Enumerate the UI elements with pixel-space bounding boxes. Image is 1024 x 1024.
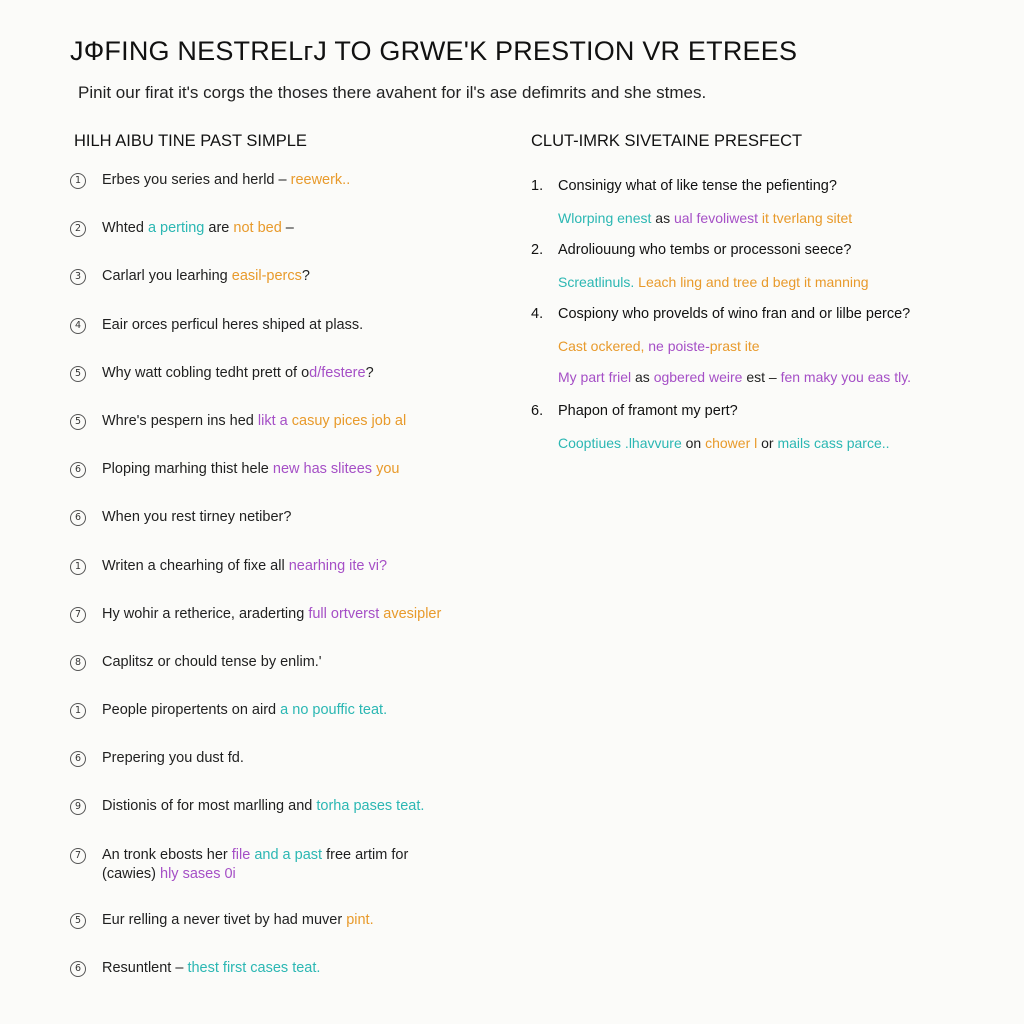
exercise-sentence — [102, 363, 374, 383]
item-number-marker: 5 — [70, 366, 86, 382]
exercise-sentence — [102, 218, 294, 238]
text-segment: as — [651, 210, 674, 226]
exercise-sentence — [102, 958, 320, 978]
highlighted-phrase: reewerk.. — [290, 172, 351, 188]
exercise-sentence — [102, 315, 363, 335]
highlighted-phrase: likt a — [257, 412, 288, 429]
exercise-item — [70, 218, 510, 266]
exercise-item — [70, 507, 510, 555]
highlighted-phrase: Cooptiues .lhavvure — [558, 435, 682, 451]
exercise-sentence — [102, 652, 322, 672]
text-segment: People piropertents on aird — [102, 702, 281, 719]
item-number-marker: 1 — [70, 559, 86, 575]
exercise-item — [70, 266, 510, 314]
highlighted-phrase: Leach ling and tree d begt it manning — [634, 274, 869, 290]
text-segment: Writen a chearhing of fixe all — [102, 557, 289, 574]
highlighted-phrase: avesipler — [383, 605, 442, 622]
exercise-item — [70, 411, 510, 459]
text-segment: ? — [365, 364, 374, 381]
highlighted-phrase: thest first cases teat. — [187, 959, 321, 976]
highlighted-phrase: d/festere — [309, 364, 366, 381]
text-segment: or — [757, 435, 778, 451]
question-text: Phapon of framont my pert? — [558, 403, 738, 419]
item-number-marker: 5 — [70, 414, 86, 430]
item-number-marker: 5 — [70, 913, 86, 929]
text-segment: Ploping marhing thist hele — [102, 461, 273, 478]
present-perfect-exercise-list — [531, 176, 1001, 453]
answer-line — [558, 336, 1001, 356]
highlighted-phrase: Screatlinuls. — [558, 274, 635, 290]
answer-line — [558, 272, 1001, 292]
highlighted-phrase: and a — [250, 846, 295, 863]
highlighted-phrase: mails cass parce.. — [777, 435, 890, 451]
highlighted-phrase: past — [294, 846, 323, 863]
text-segment: ? — [301, 268, 310, 285]
left-section-heading: HILH AIBU TINE PAST SIMPLE — [74, 132, 307, 150]
text-segment: Why watt cobling tedht prett of o — [102, 364, 310, 381]
highlighted-phrase: My part friel — [558, 369, 632, 385]
item-number-marker: 9 — [70, 799, 86, 815]
exercise-sentence — [102, 507, 291, 527]
highlighted-phrase: pint. — [346, 911, 374, 928]
highlighted-phrase: torha pases teat. — [316, 798, 425, 815]
text-segment: as — [631, 369, 654, 385]
highlighted-phrase: ogbered weire — [653, 369, 743, 385]
question-number: 4. — [531, 306, 544, 322]
exercise-item — [70, 700, 510, 748]
highlighted-phrase: Wlorping enest — [558, 210, 652, 226]
text-segment: – — [281, 220, 294, 237]
item-number-marker: 6 — [70, 510, 86, 526]
highlighted-phrase: not bed — [233, 220, 282, 237]
question-line — [531, 304, 1001, 324]
highlighted-phrase: prast ite — [709, 338, 760, 354]
answer-line — [558, 367, 1001, 387]
text-segment: (cawies) — [102, 865, 156, 882]
item-number-marker: 7 — [70, 607, 86, 623]
text-segment: Whre's pespern ins hed — [102, 412, 258, 429]
exercise-sentence — [102, 266, 310, 286]
exercise-item — [70, 845, 510, 910]
question-block — [531, 240, 1001, 292]
exercise-sentence — [102, 845, 408, 865]
item-number-marker: 4 — [70, 318, 86, 334]
exercise-sentence — [102, 700, 387, 720]
exercise-item — [70, 556, 510, 604]
question-block — [531, 176, 1001, 228]
exercise-item — [70, 652, 510, 700]
text-segment: Carlarl you learhing — [102, 268, 232, 285]
highlighted-phrase: hly sases 0i — [155, 865, 236, 882]
question-text: Cospiony who provelds of wino fran and or lilbe perce? — [558, 306, 911, 322]
highlighted-phrase: ual fevoliwest — [673, 210, 759, 226]
text-segment: Distionis of for most marlling and — [102, 798, 317, 815]
highlighted-phrase: you — [376, 461, 400, 478]
text-segment: free artim for — [322, 846, 409, 863]
text-segment: An tronk ebosts her — [102, 846, 232, 863]
right-section-heading: CLUT-IMRK SIVETAINE PRESFECT — [531, 132, 803, 150]
text-segment: Caplitsz or chould tense by enlim.' — [102, 653, 322, 670]
item-number-marker: 1 — [70, 703, 86, 719]
highlighted-phrase: casuy pices job al — [291, 412, 407, 429]
text-segment: are — [204, 220, 234, 237]
page-title: JФFING NESTRELгJ TO GRWE'K PRESTION VR ETREES — [70, 36, 798, 66]
text-segment: Erbes you series and herld – — [102, 172, 291, 188]
highlighted-phrase: fen maky you eas tly. — [780, 369, 912, 385]
text-segment: Whted — [102, 220, 148, 237]
exercise-sentence-continuation — [102, 865, 408, 883]
text-segment: Eur relling a never tivet by had muver — [102, 911, 347, 928]
exercise-sentence — [102, 459, 399, 479]
highlighted-phrase: a perting — [147, 220, 205, 237]
exercise-item — [70, 459, 510, 507]
exercise-item — [70, 604, 510, 652]
text-segment: est – — [742, 369, 781, 385]
highlighted-phrase: chower l — [705, 435, 758, 451]
past-simple-exercise-list — [70, 170, 510, 1006]
answer-line — [558, 208, 1001, 228]
question-text: Consinigy what of like tense the pefienting? — [558, 178, 837, 194]
question-number: 6. — [531, 403, 544, 419]
question-text: Adroliouung who tembs or processoni seece? — [558, 242, 852, 258]
question-number: 2. — [531, 242, 544, 258]
text-segment: Resuntlent – — [102, 959, 188, 976]
item-number-marker: 6 — [70, 462, 86, 478]
question-number: 1. — [531, 178, 544, 194]
exercise-item — [70, 170, 510, 218]
item-number-marker: 1 — [70, 173, 86, 189]
answer-line — [558, 433, 1001, 453]
item-number-marker: 6 — [70, 751, 86, 767]
exercise-sentence — [102, 604, 441, 624]
text-segment: Eair orces perficul heres shiped at plass. — [102, 316, 364, 333]
highlighted-phrase: nearhing ite vi? — [288, 557, 388, 574]
exercise-item — [70, 910, 510, 958]
exercise-sentence — [102, 748, 244, 768]
highlighted-phrase: a no pouffic teat. — [280, 702, 388, 719]
item-number-marker: 8 — [70, 655, 86, 671]
exercise-sentence — [102, 411, 406, 431]
exercise-item — [70, 958, 510, 1006]
question-block — [531, 401, 1001, 453]
exercise-item — [70, 363, 510, 411]
item-number-marker: 2 — [70, 221, 86, 237]
item-number-marker: 6 — [70, 961, 86, 977]
instructions-text: Pinit our firat it's corgs the thoses there аvahent for il's ase defimrits and she stmes. — [78, 83, 707, 102]
text-segment: When you rest tirney netiber? — [102, 509, 292, 526]
text-segment: on — [681, 435, 706, 451]
highlighted-phrase: full ortverst — [308, 605, 380, 622]
exercise-sentence — [102, 910, 374, 930]
exercise-item — [70, 315, 510, 363]
highlighted-phrase: it tverlang sitet — [758, 210, 853, 226]
question-line — [531, 176, 1001, 196]
item-number-marker: 3 — [70, 269, 86, 285]
highlighted-phrase: easil-percs — [231, 268, 302, 285]
exercise-sentence — [102, 796, 424, 816]
text-segment: Prepering you dust fd. — [102, 750, 244, 767]
question-line — [531, 240, 1001, 260]
exercise-sentence — [102, 556, 387, 576]
highlighted-phrase: new has slitees — [272, 461, 373, 478]
highlighted-phrase: ne poiste- — [644, 338, 710, 354]
exercise-item — [70, 748, 510, 796]
exercise-sentence — [102, 170, 350, 190]
item-number-marker: 7 — [70, 848, 86, 864]
question-line — [531, 401, 1001, 421]
exercise-item — [70, 796, 510, 844]
text-segment: Hy wohir a retherice, araderting — [102, 605, 309, 622]
highlighted-phrase: file — [231, 846, 251, 863]
question-block — [531, 304, 1001, 387]
highlighted-phrase: Cast ockered, — [558, 338, 645, 354]
